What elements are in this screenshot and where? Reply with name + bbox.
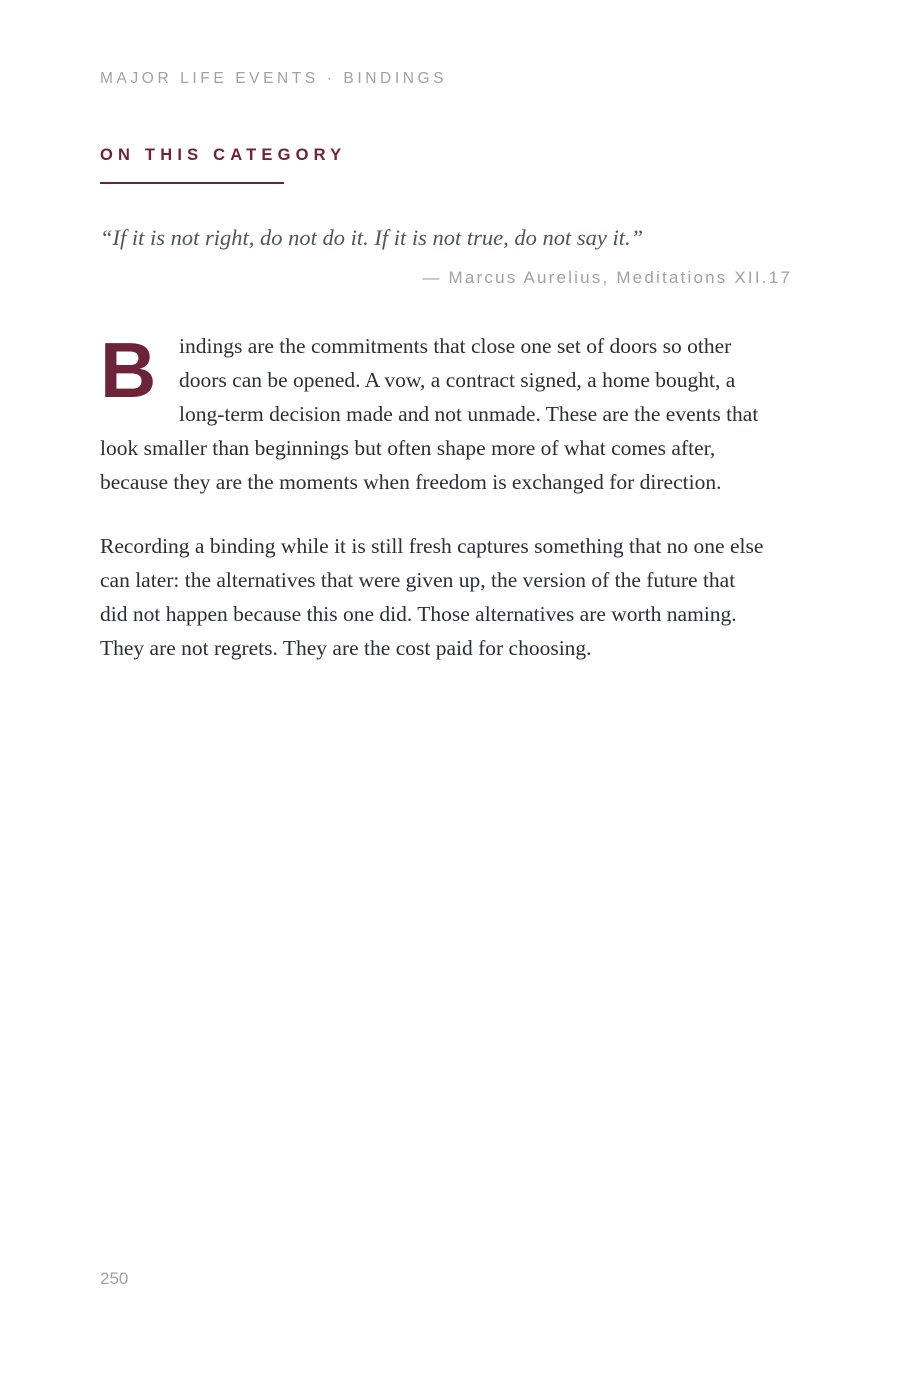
paragraph-line: doors can be opened. A vow, a contract signed, a home bought, a <box>179 368 736 392</box>
paragraph-line: because they are the moments when freedom is exchanged for direction. <box>100 470 722 494</box>
section-heading: ON THIS CATEGORY <box>100 146 347 164</box>
paragraph-line: can later: the alternatives that were given up, the version of the future that <box>100 568 736 592</box>
paragraph-line: look smaller than beginnings but often shape more of what comes after, <box>100 436 716 460</box>
paragraph-line: long-term decision made and not unmade. These are the events that <box>179 402 759 426</box>
body-text <box>100 326 792 665</box>
paragraph-2 <box>100 529 792 665</box>
running-head: MAJOR LIFE EVENTS · BINDINGS <box>100 70 448 87</box>
paragraph-line: did not happen because this one did. Those alternatives are worth naming. <box>100 602 737 626</box>
paragraph-line: indings are the commitments that close one set of doors so other <box>179 334 732 358</box>
paragraph-1 <box>100 326 792 499</box>
page-number: 250 <box>100 1269 129 1288</box>
drop-cap: B <box>100 326 157 414</box>
section-rule <box>100 182 284 184</box>
epigraph <box>100 224 792 289</box>
paragraph-line: They are not regrets. They are the cost paid for choosing. <box>100 636 592 660</box>
epigraph-quote: “If it is not right, do not do it. If it is not true, do not say it.” <box>100 225 644 250</box>
paragraph-line: Recording a binding while it is still fresh captures something that no one else <box>100 534 764 558</box>
epigraph-attribution: — Marcus Aurelius, Meditations XII.17 <box>422 268 792 287</box>
